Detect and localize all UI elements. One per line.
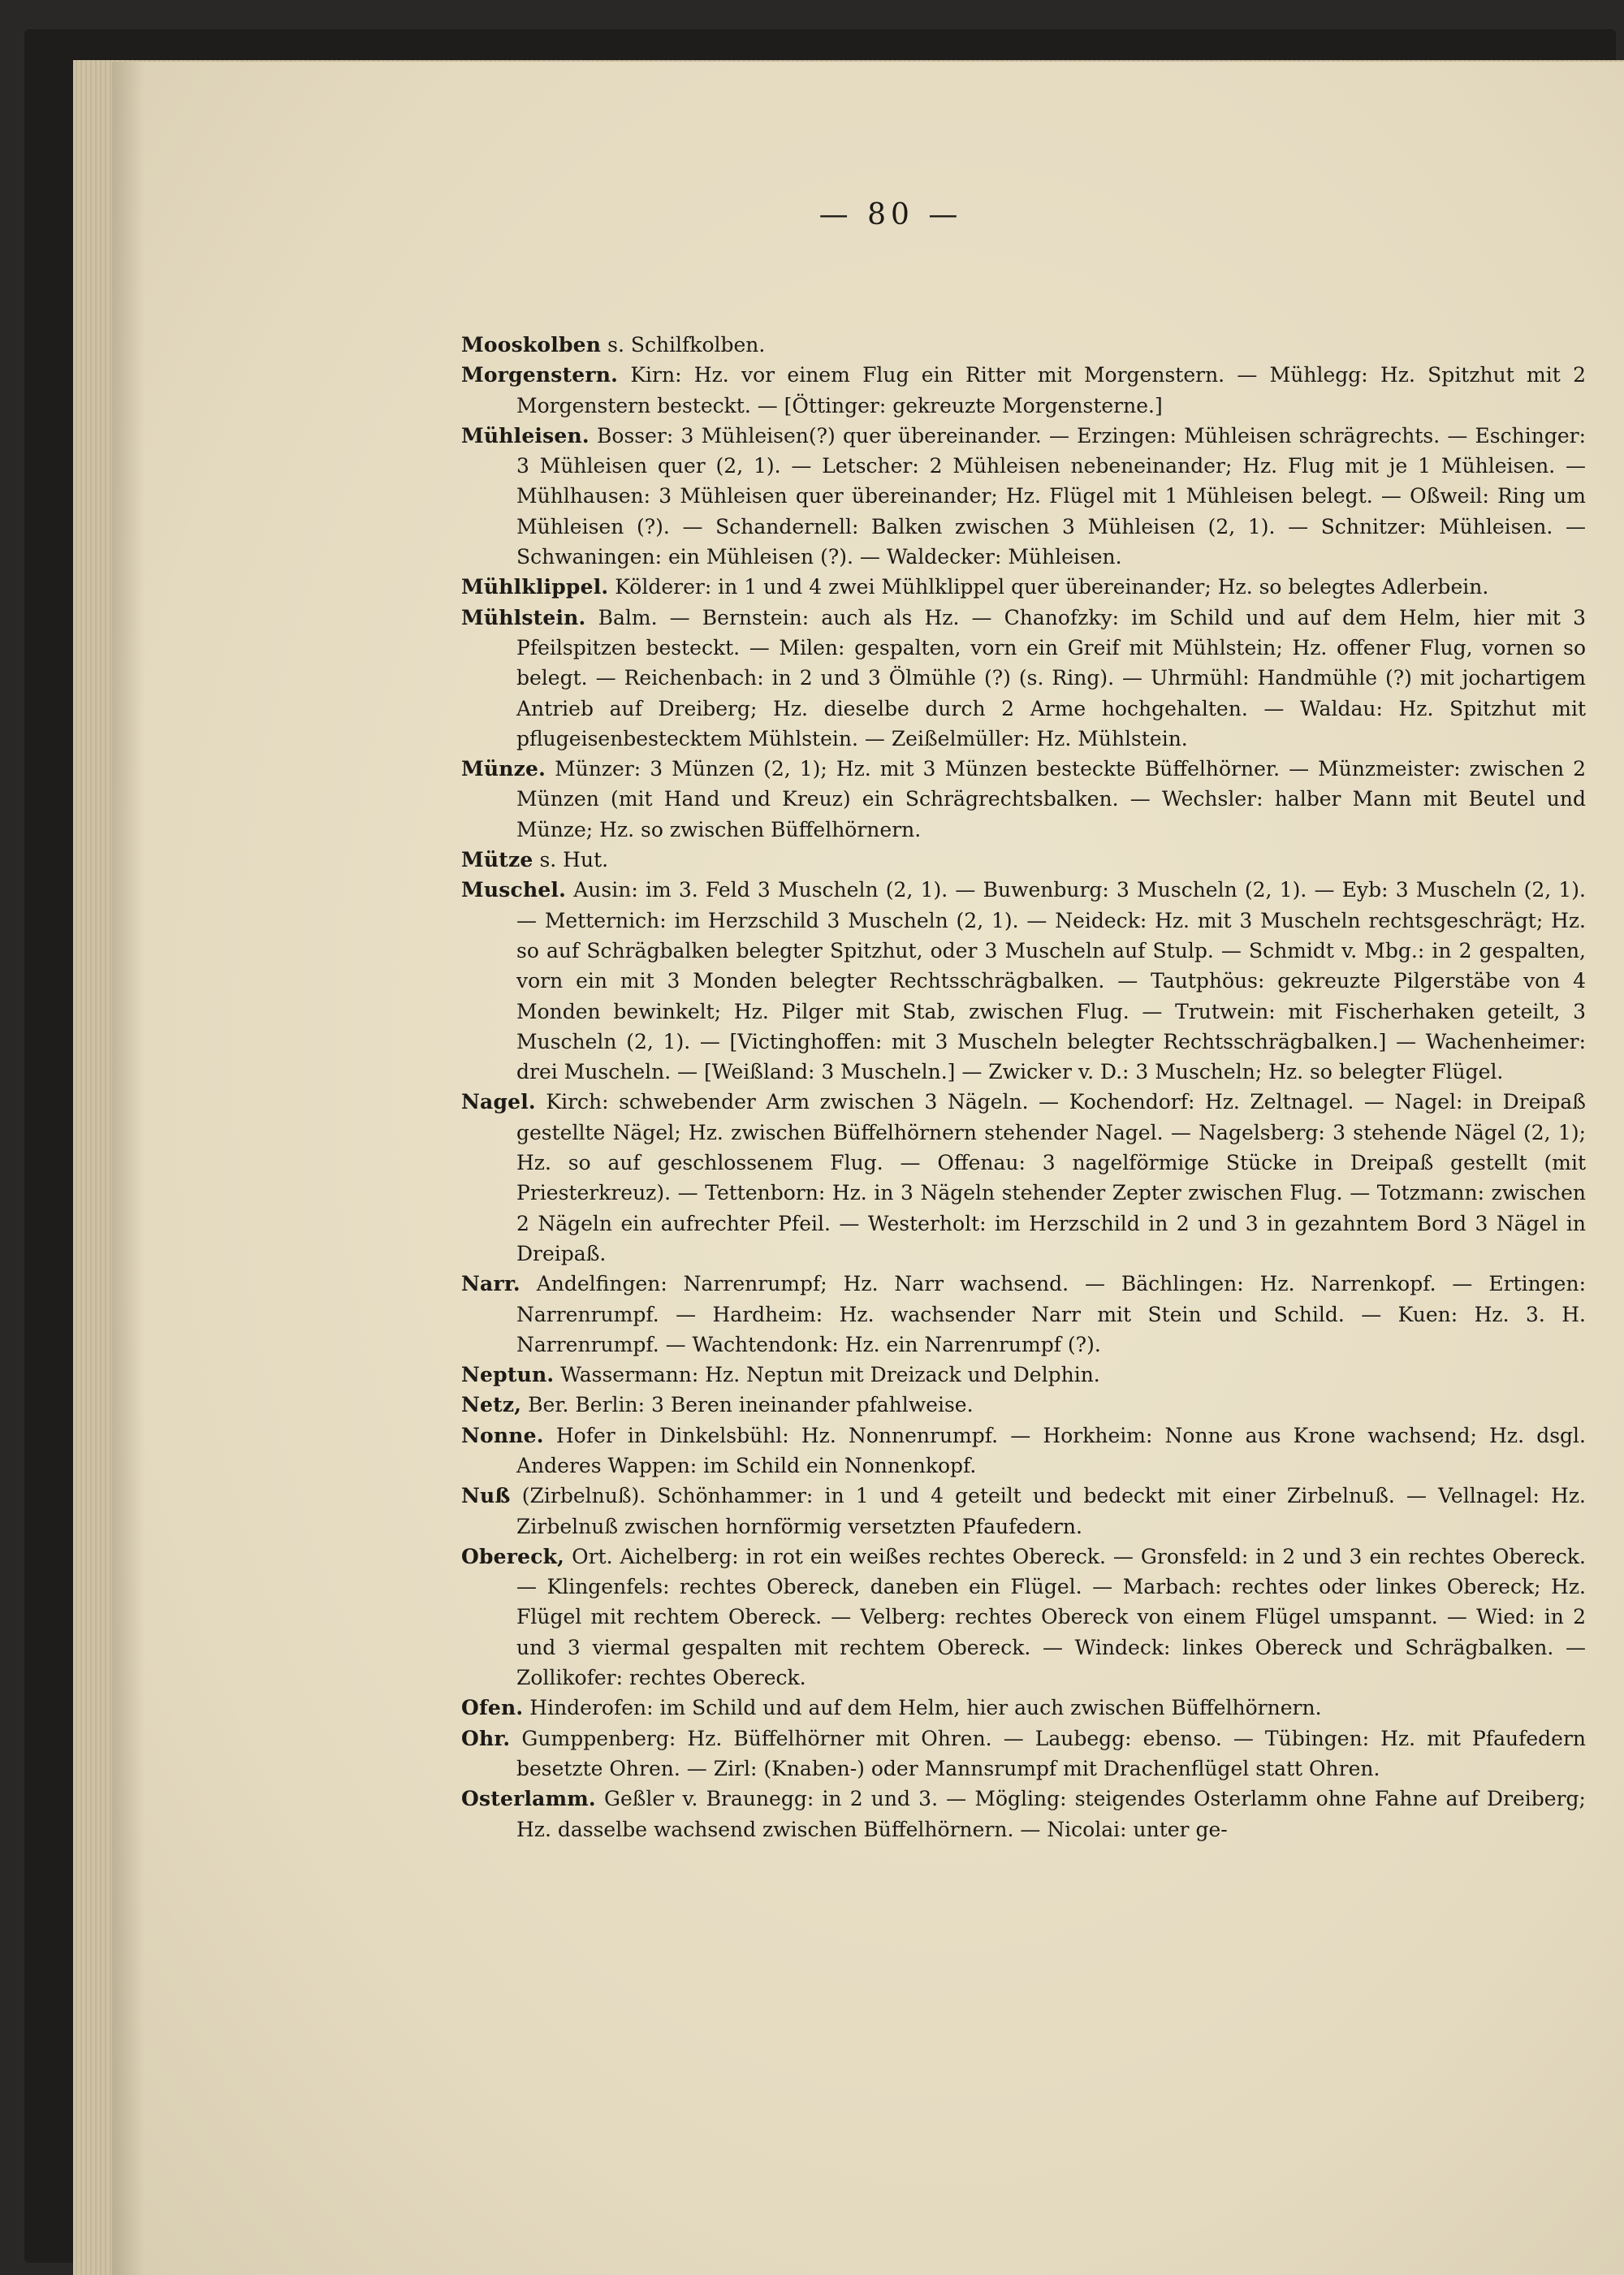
entry-text: Wassermann: Hz. Neptun mit Dreizack und Delphin. <box>560 1363 1100 1387</box>
entry-head: Mooskolben <box>461 333 602 357</box>
entry-head: Mühlstein. <box>461 605 586 629</box>
entry-ohr <box>461 1724 1586 1784</box>
entry-head: Mütze <box>461 848 533 872</box>
gutter-shadow <box>112 62 145 2275</box>
entry-text: Kölderer: in 1 und 4 zwei Mühlklippel quer übereinander; Hz. so belegtes Adlerbein. <box>615 575 1489 599</box>
heraldry-entries <box>461 330 1586 1845</box>
entry-head: Ofen. <box>461 1696 524 1720</box>
entry-nuss <box>461 1481 1586 1542</box>
entry-head: Morgenstern. <box>461 363 619 387</box>
entry-netz <box>461 1390 1586 1420</box>
page-number: — 80 — <box>818 198 963 231</box>
entry-nagel <box>461 1087 1586 1269</box>
entry-text: Gumppenberg: Hz. Büffelhörner mit Ohren. — Laubegg: ebenso. — Tübingen: Hz. mit Pfaufedern besetzte Ohren. — Zirl: (Knaben-) oder Mannsrumpf mit Drachenflügel statt Ohren. <box>516 1726 1586 1780</box>
entry-text: s. Schilfkolben. <box>607 333 766 357</box>
entry-muehlklippel <box>461 572 1586 602</box>
entry-head: Neptun. <box>461 1363 555 1387</box>
entry-muschel <box>461 875 1586 1087</box>
entry-text: Geßler v. Braunegg: in 2 und 3. — Mögling: steigendes Osterlamm ohne Fahne auf Dreiberg; Hz. dasselbe wachsend zwischen Büffelhörnern. — Nicolai: unter ge- <box>516 1787 1586 1841</box>
entry-head: Münze. <box>461 757 546 781</box>
entry-neptun <box>461 1360 1586 1390</box>
entry-text: Kirch: schwebender Arm zwischen 3 Nägeln. — Kochendorf: Hz. Zeltnagel. — Nagel: in Dreipaß gestellte Nägel; Hz. zwischen Büffelhörnern stehender Nagel. — Nagelsberg: 3 stehende Nägel (2, 1); Hz. so auf geschlossenem Flug. — Offenau: 3 nagelförmige Stücke in Dreipaß gestellt (mit Priesterkreuz). — Tettenborn: Hz. in 3 Nägeln stehender Zepter zwischen Flug. — Totzmann: zwischen 2 Nägeln ein aufrechter Pfeil. — Westerholt: im Herzschild in 2 und 3 in gezahntem Bord 3 Nägel in Dreipaß. <box>516 1090 1586 1265</box>
entry-head: Muschel. <box>461 878 567 902</box>
entry-text: (Zirbelnuß). Schönhammer: in 1 und 4 geteilt und bedeckt mit einer Zirbelnuß. — Vellnagel: Hz. Zirbelnuß zwischen hornförmig versetzten Pfaufedern. <box>516 1484 1586 1538</box>
entry-head: Nuß <box>461 1484 511 1508</box>
entry-text: Balm. — Bernstein: auch als Hz. — Chanofzky: im Schild und auf dem Helm, hier mit 3 Pfeilspitzen besteckt. — Milen: gespalten, vorn ein Greif mit Mühlstein; Hz. offener Flug, vornen so belegt. — Reichenbach: in 2 und 3 Ölmühle (?) (s. Ring). — Uhrmühl: Handmühle (?) mit jochartigem Antrieb auf Dreiberg; Hz. dieselbe durch 2 Arme hochgehalten. — Waldau: Hz. Spitzhut mit pflugeisenbestecktem Mühlstein. — Zeißelmüller: Hz. Mühlstein. <box>516 605 1586 750</box>
entry-narr <box>461 1269 1586 1360</box>
entry-text: Hinderofen: im Schild und auf dem Helm, hier auch zwischen Büffelhörnern. <box>529 1696 1322 1720</box>
entry-head: Obereck, <box>461 1544 565 1568</box>
entry-head: Netz, <box>461 1393 522 1417</box>
entry-text: Ort. Aichelberg: in rot ein weißes rechtes Obereck. — Gronsfeld: in 2 und 3 ein rechtes Obereck. — Klingenfels: rechtes Obereck, daneben ein Flügel. — Marbach: rechtes oder linkes Obereck; Hz. Flügel mit rechtem Obereck. — Velberg: rechtes Obereck von einem Flügel umspannt. — Wied: in 2 und 3 viermal gespalten mit rechtem Obereck. — Windeck: linkes Obereck und Schrägbalken. — Zollikofer: rechtes Obereck. <box>516 1544 1586 1690</box>
entry-text: s. Hut. <box>539 848 609 872</box>
entry-muenze <box>461 754 1586 845</box>
entry-ofen <box>461 1693 1586 1723</box>
entry-morgenstern <box>461 360 1586 421</box>
entry-obereck <box>461 1542 1586 1693</box>
entry-muehlstein <box>461 603 1586 754</box>
entry-head: Mühleisen. <box>461 423 590 448</box>
entry-text: Hofer in Dinkelsbühl: Hz. Nonnenrumpf. — Horkheim: Nonne aus Krone wachsend; Hz. dsgl. Anderes Wappen: im Schild ein Nonnenkopf. <box>516 1423 1586 1477</box>
entry-head: Ohr. <box>461 1726 511 1750</box>
entry-text: Andelfingen: Narrenrumpf; Hz. Narr wachsend. — Bächlingen: Hz. Narrenkopf. — Ertingen: Narrenrumpf. — Hardheim: Hz. wachsender Narr mit Stein und Schild. — Kuen: Hz. 3. H. Narrenrumpf. — Wachtendonk: Hz. ein Narrenrumpf (?). <box>516 1272 1586 1356</box>
entry-osterlamm <box>461 1784 1586 1845</box>
entry-head: Osterlamm. <box>461 1787 596 1811</box>
entry-text: Ausin: im 3. Feld 3 Muscheln (2, 1). — Buwenburg: 3 Muscheln (2, 1). — Eyb: 3 Muscheln (2, 1). — Metternich: im Herzschild 3 Muscheln (2, 1). — Neideck: Hz. mit 3 Muscheln rechtsgeschrägt; Hz. so auf Schrägbalken belegter Spitzhut, oder 3 Muscheln auf Stulp. — Schmidt v. Mbg.: in 2 gespalten, vorn ein mit 3 Monden belegter Rechtsschrägbalken. — Tautphöus: gekreuzte Pilgerstäbe von 4 Monden bewinkelt; Hz. Pilger mit Stab, zwischen Flug. — Trutwein: mit Fischerhaken geteilt, 3 Muscheln (2, 1). — [Victinghoffen: mit 3 Muscheln belegter Rechtsschrägbalken.] — Wachenheimer: drei Muscheln. — [Weißland: 3 Muscheln.] — Zwicker v. D.: 3 Muscheln; Hz. so belegter Flügel. <box>516 878 1586 1084</box>
entry-text: Ber. Berlin: 3 Beren ineinander pfahlweise. <box>528 1393 974 1417</box>
entry-mooskolben <box>461 330 1586 360</box>
entry-text: Münzer: 3 Münzen (2, 1); Hz. mit 3 Münzen besteckte Büffelhörner. — Münzmeister: zwischen 2 Münzen (mit Hand und Kreuz) ein Schrägrechtsbalken. — Wechsler: halber Mann mit Beutel und Münze; Hz. so zwischen Büffelhörnern. <box>516 757 1586 841</box>
book-page <box>112 62 1624 2275</box>
entry-head: Nagel. <box>461 1090 536 1114</box>
entry-text: Kirn: Hz. vor einem Flug ein Ritter mit Morgenstern. — Mühlegg: Hz. Spitzhut mit 2 Morgenstern besteckt. — [Öttinger: gekreuzte Morgensterne.] <box>516 363 1586 417</box>
entry-nonne <box>461 1421 1586 1481</box>
entry-head: Narr. <box>461 1272 520 1296</box>
entry-head: Mühlklippel. <box>461 575 609 599</box>
entry-head: Nonne. <box>461 1423 544 1447</box>
entry-muehleisen <box>461 421 1586 572</box>
entry-text: Bosser: 3 Mühleisen(?) quer übereinander. — Erzingen: Mühleisen schrägrechts. — Eschinger: 3 Mühleisen quer (2, 1). — Letscher: 2 Mühleisen nebeneinander; Hz. Flug mit je 1 Mühleisen. — Mühlhausen: 3 Mühleisen quer übereinander; Hz. Flügel mit 1 Mühleisen belegt. — Oßweil: Ring um Mühleisen (?). — Schandernell: Balken zwischen 3 Mühleisen (2, 1). — Schnitzer: Mühleisen. — Schwaningen: ein Mühleisen (?). — Waldecker: Mühleisen. <box>516 423 1586 569</box>
entry-muetze <box>461 845 1586 875</box>
